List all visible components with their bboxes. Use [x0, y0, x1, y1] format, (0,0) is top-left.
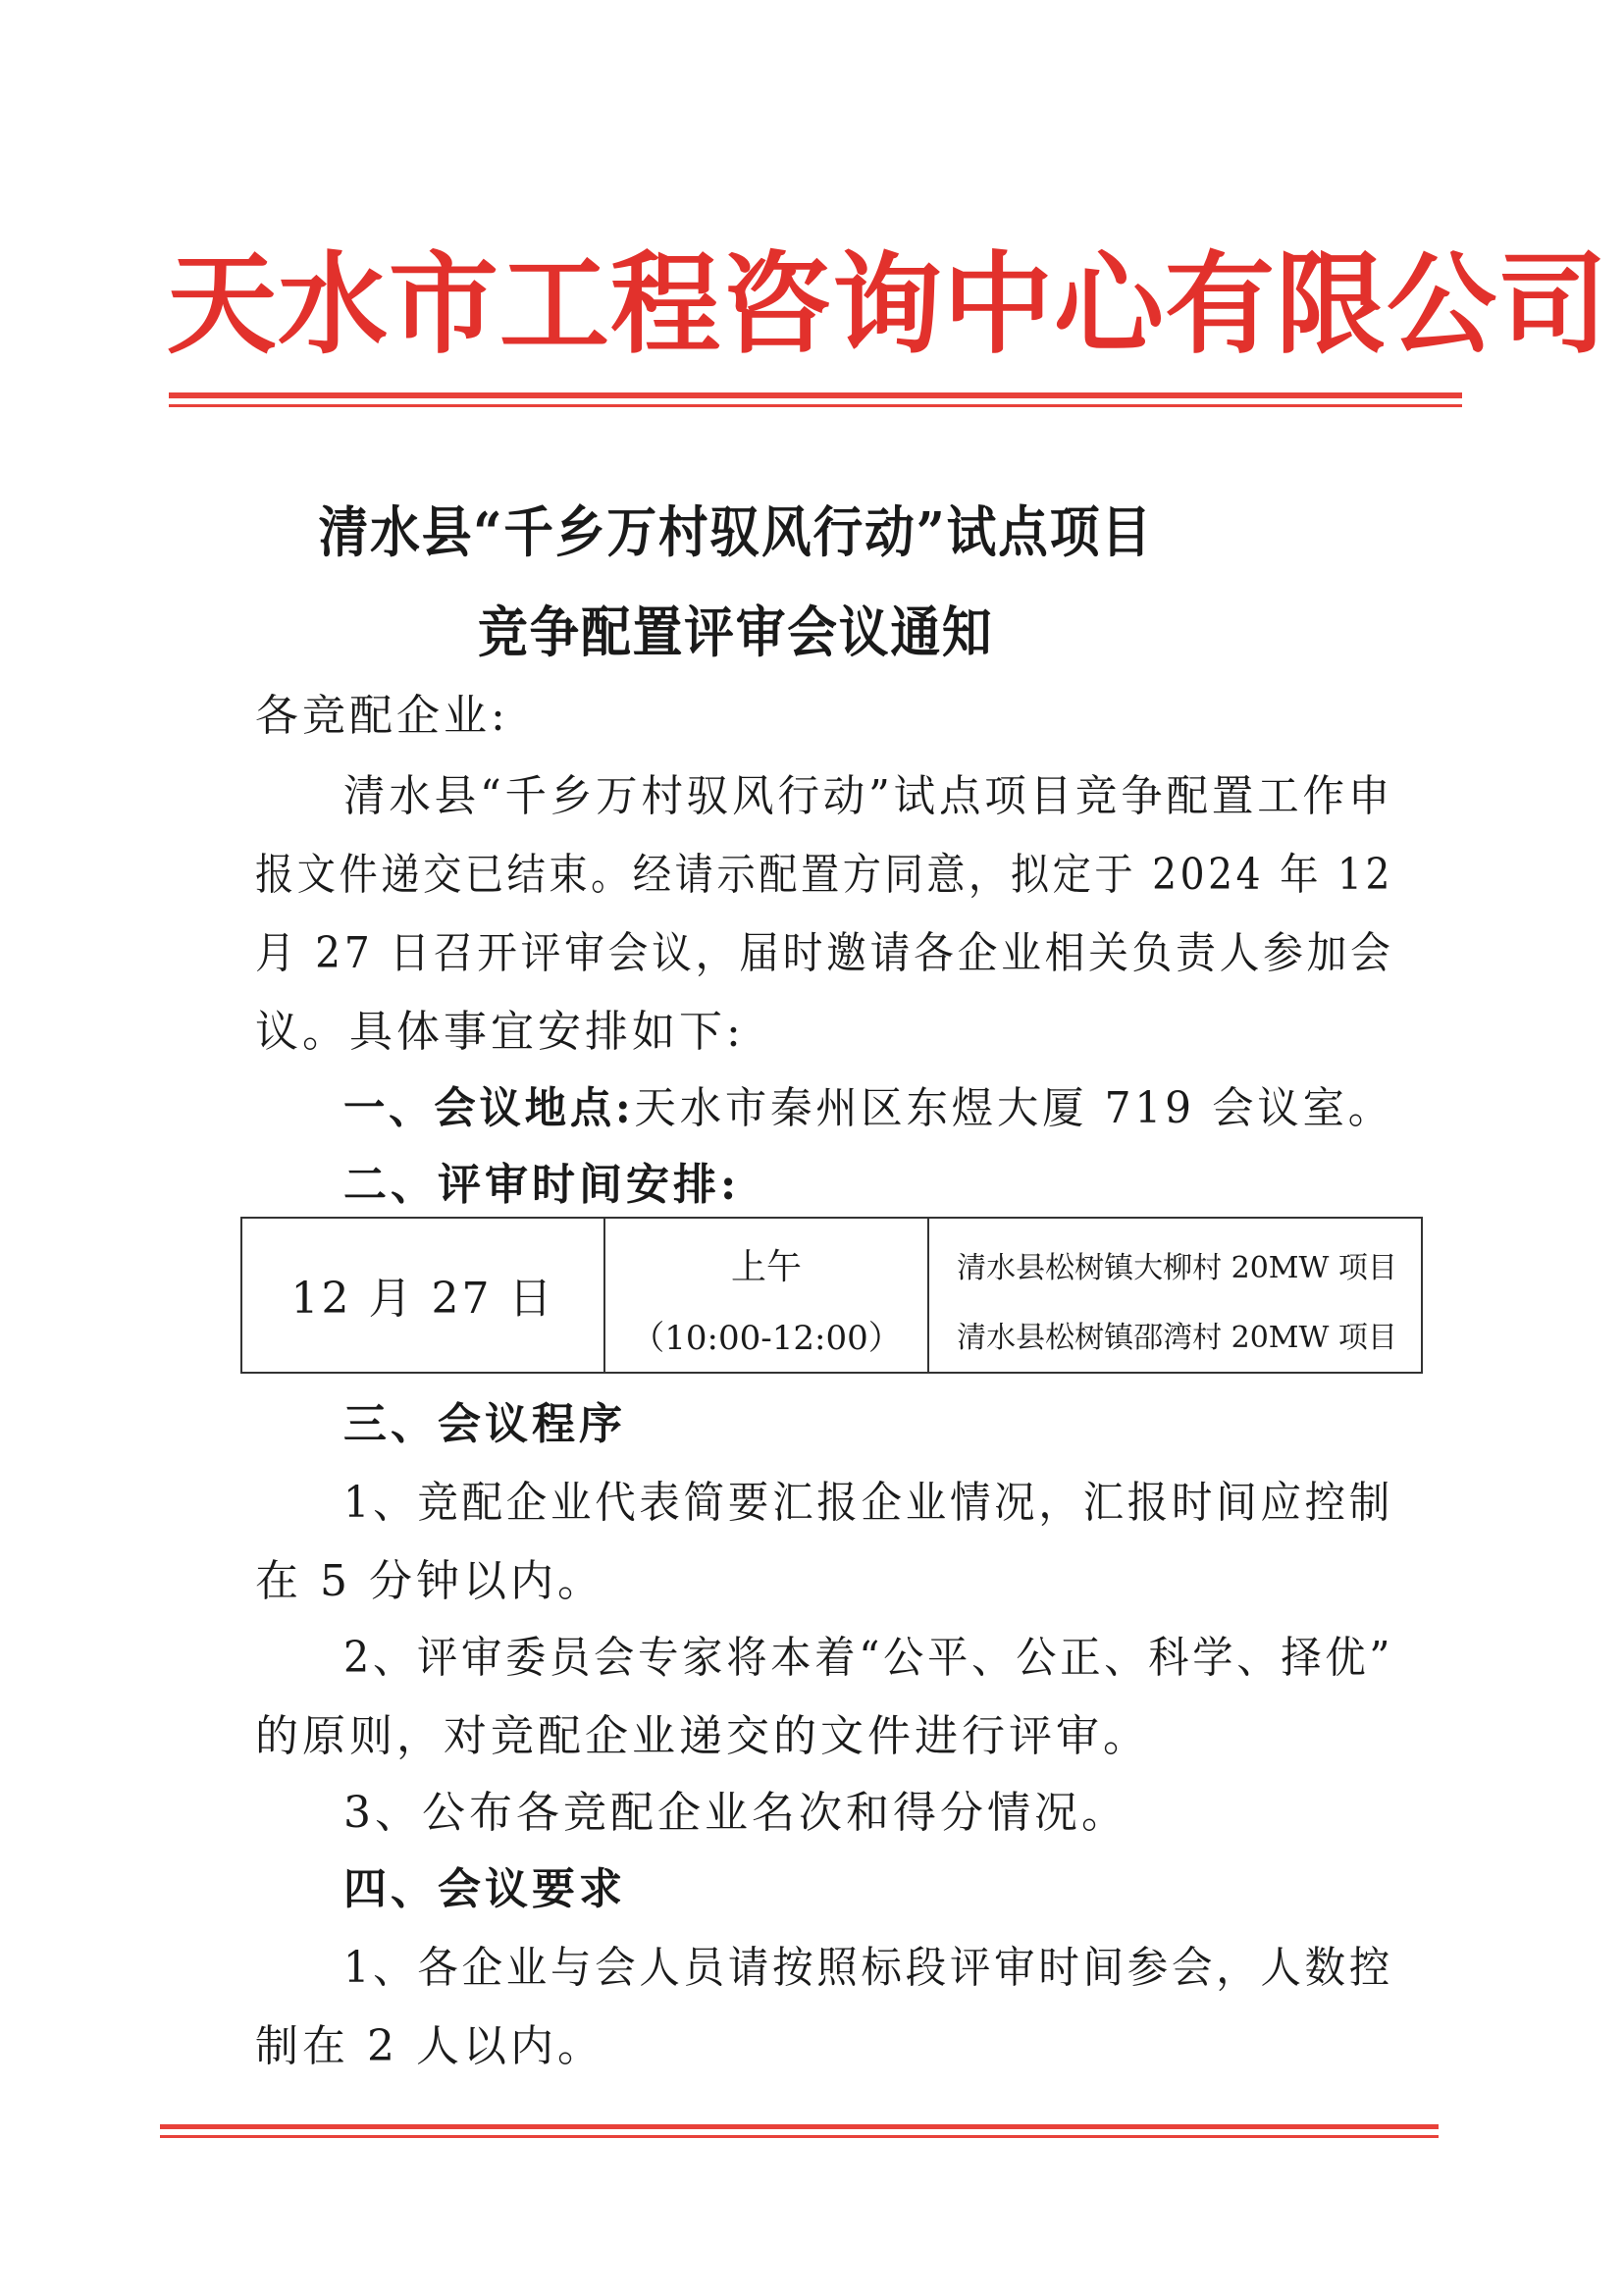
- title-line-1: 清水县“千乡万村驭风行动”试点项目: [318, 500, 1153, 565]
- title-line-2: 竞争配置评审会议通知: [477, 600, 994, 665]
- section-3-heading: 三、会议程序: [343, 1399, 626, 1449]
- salutation: 各竞配企业:: [255, 691, 509, 741]
- intro-line-2: 报文件递交已结束。经请示配置方同意，拟定于 2024 年 12: [255, 850, 1394, 900]
- schedule-date: 12 月 27 日: [290, 1274, 555, 1324]
- schedule-projects-cell: [929, 1219, 1425, 1372]
- schedule-project-2: 清水县松树镇邵湾村 20MW 项目: [957, 1321, 1397, 1355]
- section-4-item-1-line-2: 制在 2 人以内。: [255, 2021, 604, 2071]
- section-3-item-2-line-1: 2、评审委员会专家将本着“公平、公正、科学、择优”: [343, 1633, 1394, 1683]
- header-rule-thin: [169, 404, 1462, 407]
- section-3-item-1-line-2: 在 5 分钟以内。: [255, 1556, 604, 1606]
- intro-line-4: 议。具体事宜安排如下:: [255, 1007, 745, 1057]
- intro-line-3: 月 27 日召开评审会议，届时邀请各企业相关负责人参加会: [255, 928, 1394, 978]
- section-3-item-1-line-1: 1、竞配企业代表简要汇报企业情况，汇报时间应控制: [343, 1478, 1394, 1528]
- footer-rule-thin: [160, 2135, 1439, 2138]
- header-rule-thick: [169, 392, 1462, 398]
- intro-line-1: 清水县“千乡万村驭风行动”试点项目竞争配置工作申: [343, 771, 1394, 821]
- section-3-item-3: 3、公布各竞配企业名次和得分情况。: [343, 1788, 1128, 1838]
- schedule-project-1: 清水县松树镇大柳村 20MW 项目: [957, 1251, 1397, 1285]
- section-4-item-1-line-1: 1、各企业与会人员请按照标段评审时间参会，人数控: [343, 1943, 1394, 1993]
- schedule-table: [240, 1217, 1423, 1374]
- section-2-heading: 二、评审时间安排:: [343, 1160, 741, 1210]
- schedule-time: （10:00-12:00）: [631, 1319, 902, 1358]
- section-1-text: 天水市秦州区东煜大厦 719 会议室。: [634, 1083, 1393, 1133]
- footer-rule-thick: [160, 2124, 1439, 2129]
- section-1-heading: 一、会议地点:: [343, 1083, 635, 1133]
- schedule-period: 上午: [730, 1247, 802, 1287]
- section-1: [343, 1083, 1393, 1133]
- section-4-heading: 四、会议要求: [343, 1864, 626, 1914]
- organization-name: 天水市工程咨询中心有限公司: [167, 241, 1608, 369]
- schedule-date-cell: [242, 1219, 605, 1372]
- section-3-item-2-line-2: 的原则，对竞配企业递交的文件进行评审。: [255, 1711, 1150, 1761]
- schedule-time-cell: [605, 1219, 929, 1372]
